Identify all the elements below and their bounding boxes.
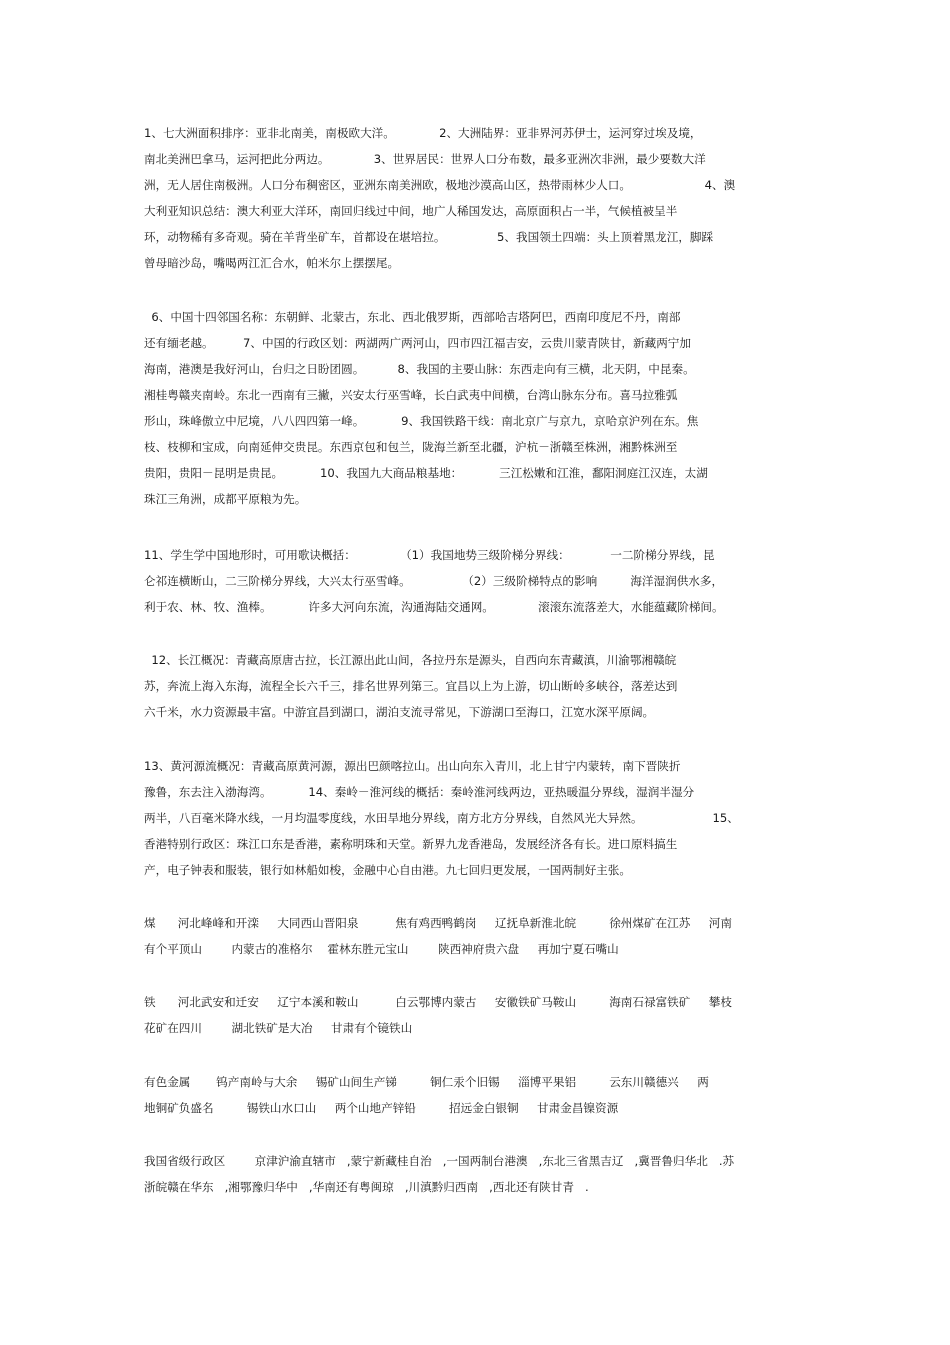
text-line: 形山，珠峰傲立中尼境，八八四四第一峰。 9、我国铁路干线：南北京广与京九，京哈京沪列在东。焦 bbox=[144, 414, 699, 428]
text-line: 11、学生学中国地形时，可用歌诀概括： （1）我国地势三级阶梯分界线： 一二阶梯分界线，昆 bbox=[144, 548, 715, 562]
text-line: 海南，港澳是我好河山，台归之日盼团圆。 8、我国的主要山脉：东西走向有三横，北天阴，中昆秦。 bbox=[144, 362, 695, 376]
text-line: 豫鲁，东去注入渤海湾。 14、秦岭－淮河线的概括：秦岭淮河线两边，亚热暖温分界线，湿润半湿分 bbox=[144, 785, 695, 799]
text-line: 铁 河北武安和迁安 辽宁本溪和鞍山 白云鄂博内蒙古 安徽铁矿马鞍山 海南石禄富铁矿 攀枝 bbox=[144, 995, 732, 1009]
text-line: 贵阳，贵阳－昆明是贵昆。 10、我国九大商品粮基地： 三江松嫩和江淮，鄱阳洞庭江汉连，太湖 bbox=[144, 466, 708, 480]
text-line: 煤 河北峰峰和开滦 大同西山晋阳泉 焦有鸡西鸭鹤岗 辽抚阜新淮北皖 徐州煤矿在江苏 河南 bbox=[144, 916, 732, 930]
text-line: 浙皖赣在华东 ,湘鄂豫归华中 ,华南还有粤闽琼 ,川滇黔归西南 ,西北还有陕甘青 . bbox=[144, 1180, 589, 1194]
text-line: 曾母暗沙岛，嘴喝两江汇合水，帕米尔上摆摆尾。 bbox=[144, 256, 400, 270]
paragraph-12 bbox=[144, 647, 814, 725]
text-line: 13、黄河源流概况：青藏高原黄河源，源出巴颜喀拉山。出山向东入青川，北上甘宁内蒙转，南下晋陕折 bbox=[144, 759, 681, 773]
provincial-divisions-section bbox=[144, 1148, 814, 1200]
nonferrous-metals-section bbox=[144, 1069, 814, 1121]
text-line: 花矿在四川 湖北铁矿是大冶 甘肃有个镜铁山 bbox=[144, 1021, 413, 1035]
text-line: 洲，无人居住南极洲。人口分布稠密区，亚洲东南美洲欧，极地沙漠高山区，热带雨林少人口。 4、澳 bbox=[144, 178, 736, 192]
text-line: 苏，奔流上海入东海，流程全长六千三，排名世界列第三。宜昌以上为上游，切山断岭多峡谷，落差达到 bbox=[144, 679, 678, 693]
text-line: 地铜矿负盛名 锡铁山水口山 两个山地产锌铅 招远金白银铜 甘肃金昌镍资源 bbox=[144, 1101, 619, 1115]
paragraph-1-to-5 bbox=[144, 120, 814, 276]
text-line: 枝、枝柳和宝成，向南延伸交贵昆。东西京包和包兰，陇海兰新至北疆，沪杭－浙赣至株洲，湘黔株洲至 bbox=[144, 440, 678, 454]
text-line: 有色金属 钨产南岭与大余 锡矿山间生产锑 铜仁汞个旧锡 淄博平果铝 云东川赣德兴 两 bbox=[144, 1075, 709, 1089]
text-line: 6、中国十四邻国名称：东朝鲜、北蒙古，东北、西北俄罗斯，西部哈吉塔阿巴，西南印度尼不丹，南部 bbox=[144, 310, 681, 324]
paragraph-13-to-15 bbox=[144, 753, 814, 883]
text-line: 香港特别行政区：珠江口东是香港，素称明珠和天堂。新界九龙香港岛，发展经济各有长。进口原料搞生 bbox=[144, 837, 678, 851]
iron-section bbox=[144, 989, 814, 1041]
text-line: 六千米，水力资源最丰富。中游宜昌到湖口，湖泊支流寻常见，下游湖口至海口，江宽水深平原阔。 bbox=[144, 705, 655, 719]
text-line: 1、七大洲面积排序：亚非北南美，南极欧大洋。 2、大洲陆界：亚非界河苏伊士，运河穿过埃及境， bbox=[144, 126, 702, 140]
text-line: 大利亚知识总结：澳大利亚大洋环，南回归线过中间，地广人稀国发达，高原面积占一半，气候植被呈半 bbox=[144, 204, 678, 218]
text-line: 还有缅老越。 7、中国的行政区划：两湖两广两河山，四市四江福吉安，云贵川蒙青陕甘，新藏两宁加 bbox=[144, 336, 691, 350]
text-line: 仑祁连横断山，二三阶梯分界线，大兴太行巫雪峰。 （2）三级阶梯特点的影响 海洋湿润供水多， bbox=[144, 574, 724, 588]
paragraph-11 bbox=[144, 542, 814, 620]
text-line: 12、长江概况：青藏高原唐古拉，长江源出此山间，各拉丹东是源头，自西向东青藏滇，川渝鄂湘赣皖 bbox=[144, 653, 677, 667]
text-line: 我国省级行政区 京津沪渝直辖市 ,蒙宁新藏桂自治 ,一国两制台港澳 ,东北三省黑吉辽 ,冀晋鲁归华北 .苏 bbox=[144, 1154, 735, 1168]
text-line: 南北美洲巴拿马，运河把此分两边。 3、世界居民：世界人口分布数，最多亚洲次非洲，最少要数大洋 bbox=[144, 152, 706, 166]
text-line: 湘桂粤赣夹南岭。东北一西南有三撇，兴安太行巫雪峰，长白武夷中间横，台湾山脉东分布。喜马拉雅弧 bbox=[144, 388, 678, 402]
text-line: 珠江三角洲，成都平原粮为先。 bbox=[144, 492, 307, 506]
text-line: 产，电子钟表和服装，银行如林船如梭，金融中心自由港。九七回归更发展，一国两制好主张。 bbox=[144, 863, 631, 877]
text-line: 有个平顶山 内蒙古的准格尔 霍林东胜元宝山 陕西神府贵六盘 再加宁夏石嘴山 bbox=[144, 942, 619, 956]
text-line: 两半，八百毫米降水线，一月均温零度线，水田旱地分界线，南方北方分界线，自然风光大异然。 15、 bbox=[144, 811, 739, 825]
coal-section bbox=[144, 910, 814, 962]
text-line: 环，动物稀有多奇观。骑在羊背坐矿车，首都设在堪培拉。 5、我国领土四端：头上顶着黑龙江，脚踩 bbox=[144, 230, 714, 244]
paragraph-6-to-10 bbox=[144, 304, 814, 512]
text-line: 利于农、林、牧、渔棒。 许多大河向东流，沟通海陆交通网。 滚滚东流落差大，水能蕴藏阶梯间。 bbox=[144, 600, 724, 614]
